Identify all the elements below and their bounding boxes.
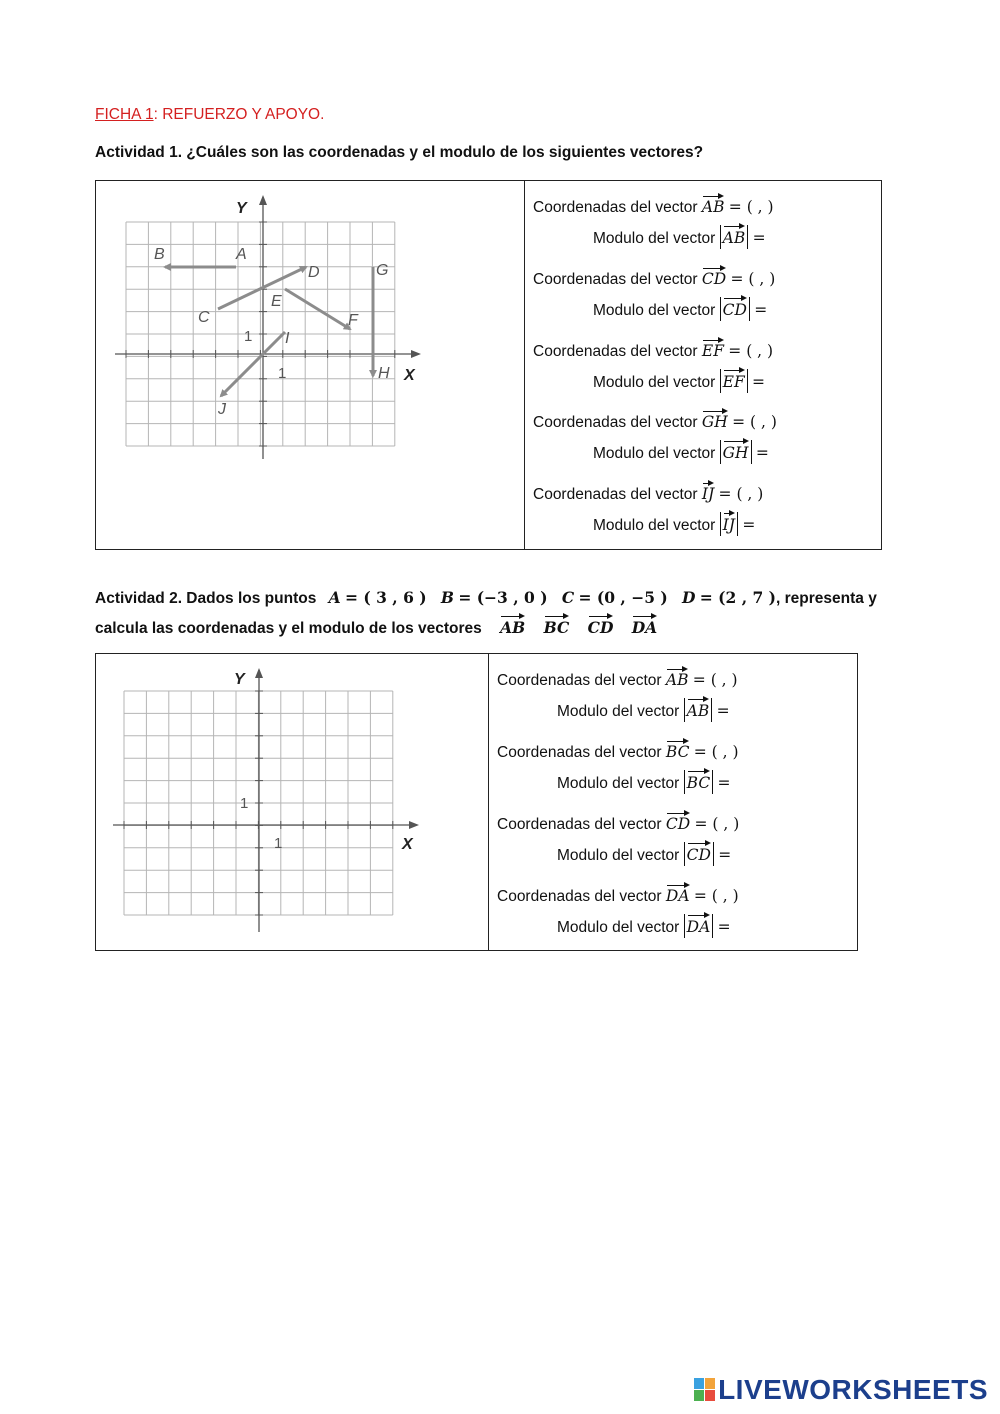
modulo-blank[interactable]: =	[752, 229, 766, 247]
modulo-blank[interactable]: =	[742, 516, 756, 535]
prompt-vector-da: DA	[632, 615, 657, 637]
modulo-label: Modulo del vector	[593, 230, 716, 247]
point-c-def	[562, 590, 668, 607]
vector-symbol: BC	[666, 740, 690, 761]
vector-symbol: AB	[723, 225, 746, 248]
activity2-line2-text: calcula las coordenadas y el modulo de los vectores	[95, 620, 482, 637]
coord-blank[interactable]: = ( , )	[718, 485, 764, 504]
activity1-graph	[112, 191, 422, 461]
coord-row-cd	[533, 267, 775, 289]
vector-symbol: GH	[702, 410, 728, 431]
vector-symbol: AB	[666, 668, 689, 689]
coord-row-ab	[497, 668, 738, 690]
liveworksheets-logo	[694, 1374, 988, 1406]
vector-symbol: CD	[702, 267, 726, 288]
tick-label-y1: 1	[240, 795, 249, 812]
modulo-bars	[720, 369, 748, 393]
point-d-name: D	[682, 588, 696, 607]
activity2-divider	[488, 654, 489, 950]
coord-label: Coordenadas del vector	[497, 888, 662, 905]
coord-blank[interactable]: = ( , )	[694, 815, 740, 833]
activity1-divider	[524, 181, 525, 549]
modulo-row-cd	[557, 842, 731, 866]
vector-ij	[221, 332, 285, 396]
modulo-row-bc	[557, 770, 731, 794]
point-b-coords: = (−3 , 0 )	[458, 588, 548, 607]
coord-row-ab	[533, 195, 774, 217]
vector-symbol: DA	[666, 884, 690, 905]
y-axis-label: Y	[234, 671, 245, 688]
vector-symbol: CD	[666, 812, 690, 833]
modulo-blank[interactable]: =	[717, 774, 731, 792]
point-a-label: A	[236, 246, 247, 263]
modulo-label: Modulo del vector	[593, 373, 716, 391]
coord-label: Coordenadas del vector	[497, 816, 662, 833]
modulo-row-ij	[593, 512, 755, 536]
modulo-label: Modulo del vector	[557, 775, 680, 792]
modulo-row-da	[557, 914, 731, 938]
point-a-name: A	[328, 588, 341, 607]
point-e-label: E	[271, 293, 282, 310]
vector-cd	[218, 267, 306, 309]
coord-label: Coordenadas del vector	[533, 199, 698, 216]
point-f-label: F	[348, 312, 358, 329]
activity2-box	[95, 653, 858, 951]
modulo-row-gh	[593, 440, 769, 464]
modulo-blank[interactable]: =	[755, 444, 769, 463]
point-a-def	[329, 590, 427, 607]
modulo-row-ab	[557, 698, 730, 722]
coord-blank[interactable]: = ( , )	[693, 743, 739, 761]
vector-symbol: IJ	[702, 482, 714, 503]
tick-label-y1: 1	[244, 328, 253, 345]
point-a-coords: = ( 3 , 6 )	[345, 588, 427, 607]
vector-symbol: EF	[702, 339, 724, 360]
modulo-bars	[720, 225, 749, 249]
modulo-blank[interactable]: =	[717, 918, 731, 936]
activity2-prompt-line2	[95, 615, 657, 638]
activity1-prompt: Actividad 1. ¿Cuáles son las coordenadas y el modulo de los siguientes vectores?	[95, 144, 704, 161]
coord-label: Coordenadas del vector	[533, 270, 698, 288]
coord-blank[interactable]: = ( , )	[732, 413, 777, 432]
x-axis-label: X	[402, 836, 413, 853]
vector-symbol: AB	[702, 195, 725, 216]
modulo-blank[interactable]: =	[754, 300, 768, 319]
activity1-box	[95, 180, 882, 550]
coord-blank[interactable]: = ( , )	[728, 341, 774, 360]
ficha-subtitle: : REFUERZO Y APOYO.	[153, 106, 325, 123]
tick-label-x1: 1	[278, 365, 287, 382]
modulo-row-cd	[593, 297, 767, 321]
modulo-bars	[684, 698, 713, 722]
liveworksheets-icon	[694, 1378, 716, 1402]
modulo-label: Modulo del vector	[557, 847, 680, 864]
modulo-row-ab	[593, 225, 766, 249]
ficha-label: FICHA 1	[95, 106, 154, 123]
modulo-bars	[684, 842, 714, 866]
vector-ef	[285, 289, 350, 329]
activity2-graph[interactable]	[110, 664, 420, 939]
point-j-label: J	[218, 401, 226, 418]
coord-label: Coordenadas del vector	[533, 414, 698, 432]
coord-blank[interactable]: = ( , )	[728, 198, 774, 216]
vector-symbol: DA	[687, 914, 711, 937]
modulo-bars	[720, 297, 750, 321]
point-g-label: G	[376, 262, 389, 279]
modulo-label: Modulo del vector	[593, 517, 716, 535]
prompt-vector-ab: AB	[500, 615, 525, 637]
coord-row-ef	[533, 339, 773, 361]
point-i-label: I	[285, 330, 290, 347]
point-b-label: B	[154, 246, 165, 263]
prompt-vector-bc: BC	[544, 615, 570, 637]
vector-symbol: AB	[687, 698, 710, 721]
point-b-name: B	[440, 588, 455, 607]
coord-blank[interactable]: = ( , )	[693, 887, 739, 905]
modulo-label: Modulo del vector	[593, 301, 716, 319]
coord-label: Coordenadas del vector	[533, 486, 698, 504]
modulo-bars	[684, 914, 714, 938]
x-axis-label: X	[404, 367, 415, 384]
point-b-def	[441, 590, 548, 607]
prompt-vector-cd: CD	[588, 615, 614, 637]
point-h-label: H	[378, 365, 390, 382]
modulo-row-ef	[593, 369, 765, 393]
tick-label-x1: 1	[274, 835, 283, 852]
coord-row-gh	[533, 410, 777, 432]
modulo-label: Modulo del vector	[557, 919, 680, 936]
modulo-label: Modulo del vector	[593, 445, 716, 463]
activity2-prompt-start: Actividad 2. Dados los puntos	[95, 590, 317, 607]
modulo-bars	[720, 440, 752, 464]
point-d-label: D	[308, 264, 320, 281]
coord-label: Coordenadas del vector	[497, 744, 662, 761]
point-d-coords: = (2 , 7 )	[699, 588, 777, 607]
vector-symbol: GH	[723, 440, 749, 463]
coord-label: Coordenadas del vector	[497, 672, 662, 689]
coord-row-ij	[533, 482, 763, 504]
brand-name: LIVEWORKSHEETS	[718, 1374, 988, 1405]
vector-symbol: BC	[687, 770, 711, 793]
coord-label: Coordenadas del vector	[533, 342, 698, 360]
vector-symbol: EF	[723, 369, 745, 392]
coord-row-da	[497, 884, 739, 906]
coord-row-cd	[497, 812, 739, 834]
modulo-blank[interactable]: =	[718, 846, 732, 864]
modulo-blank[interactable]: =	[716, 702, 730, 720]
y-axis-label: Y	[236, 200, 247, 217]
coord-row-bc	[497, 740, 739, 762]
modulo-bars	[720, 512, 738, 536]
coord-blank[interactable]: = ( , )	[692, 671, 738, 689]
sheet-title	[95, 106, 324, 124]
modulo-blank[interactable]: =	[752, 372, 766, 391]
point-d-def	[682, 590, 776, 607]
modulo-bars	[684, 770, 714, 794]
activity2-prompt-line1	[95, 588, 877, 608]
coord-blank[interactable]: = ( , )	[730, 269, 776, 288]
point-c-name: C	[561, 588, 575, 607]
point-c-coords: = (0 , −5 )	[578, 588, 668, 607]
point-c-label: C	[198, 309, 210, 326]
vector-symbol: CD	[687, 842, 711, 865]
modulo-label: Modulo del vector	[557, 703, 680, 720]
activity2-prompt-end: , representa y	[776, 590, 877, 607]
vector-symbol: IJ	[723, 512, 735, 535]
vector-symbol: CD	[723, 297, 747, 320]
